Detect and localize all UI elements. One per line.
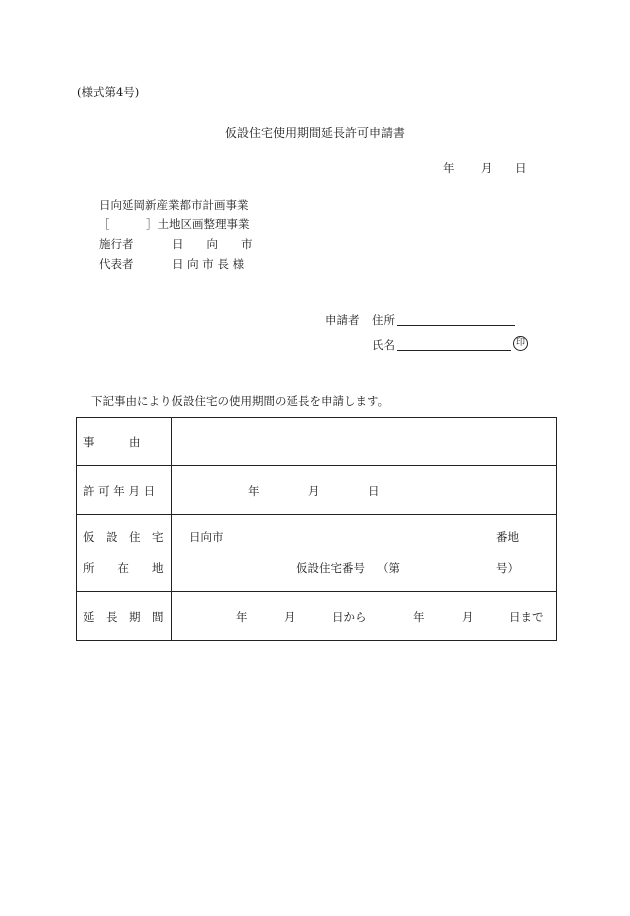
house-number-prefix: （第 (377, 561, 400, 575)
period-to-year: 年 (413, 610, 425, 624)
address-label: 住所 (372, 313, 395, 327)
location-city: 日向市 (189, 530, 224, 544)
permit-date-value-cell[interactable] (172, 466, 557, 515)
document-title: 仮設住宅使用期間延長許可申請書 (225, 126, 406, 140)
house-number-suffix: 号） (496, 561, 519, 575)
location-value-cell[interactable] (172, 515, 557, 592)
address-field-line[interactable] (397, 325, 515, 326)
permit-date-label-cell (77, 466, 172, 515)
reason-value-cell[interactable] (172, 418, 557, 466)
representative-label: 代表者 (99, 257, 134, 271)
seal-mark: 印 (513, 336, 528, 351)
table-row-reason (77, 418, 557, 466)
name-label: 氏名 (372, 338, 395, 352)
table-row-period (77, 592, 557, 641)
location-label-line2: 所 在 地 (83, 561, 164, 575)
permit-month: 月 (308, 484, 320, 498)
date-day: 日 (515, 161, 527, 175)
location-banchi: 番地 (496, 530, 519, 544)
period-to-day: 日まで (509, 610, 544, 624)
period-label: 延 長 期 間 (83, 610, 164, 624)
date-year: 年 (443, 161, 455, 175)
period-to-month: 月 (462, 610, 474, 624)
application-table (76, 417, 557, 641)
permit-year: 年 (248, 484, 260, 498)
permit-date-label: 許 可 年 月 日 (83, 484, 156, 498)
table-row-location (77, 515, 557, 592)
form-number: (様式第4号) (77, 85, 140, 99)
project-bracket-close: ］土地区画整理事業 (146, 217, 250, 231)
intro-text: 下記事由により仮設住宅の使用期間の延長を申請します。 (91, 394, 390, 408)
period-value-cell[interactable] (172, 592, 557, 641)
period-from-year: 年 (236, 610, 248, 624)
location-label-cell (77, 515, 172, 592)
period-from-day: 日から (332, 610, 367, 624)
period-label-cell (77, 592, 172, 641)
reason-label: 事 由 (83, 435, 141, 449)
house-number-label: 仮設住宅番号 (296, 561, 365, 575)
name-field-line[interactable] (397, 350, 511, 351)
date-month: 月 (481, 161, 493, 175)
executor-label: 施行者 (99, 237, 134, 251)
project-bracket-open: ［ (98, 217, 110, 231)
executor-value: 日 向 市 (172, 237, 253, 251)
applicant-label: 申請者 (325, 313, 360, 327)
table-row-permit-date (77, 466, 557, 515)
project-name: 日向延岡新産業都市計画事業 (99, 198, 249, 212)
location-label-line1: 仮 設 住 宅 (83, 530, 164, 544)
reason-label-cell (77, 418, 172, 466)
representative-value: 日 向 市 長 様 (172, 257, 245, 271)
permit-day: 日 (368, 484, 380, 498)
period-from-month: 月 (284, 610, 296, 624)
